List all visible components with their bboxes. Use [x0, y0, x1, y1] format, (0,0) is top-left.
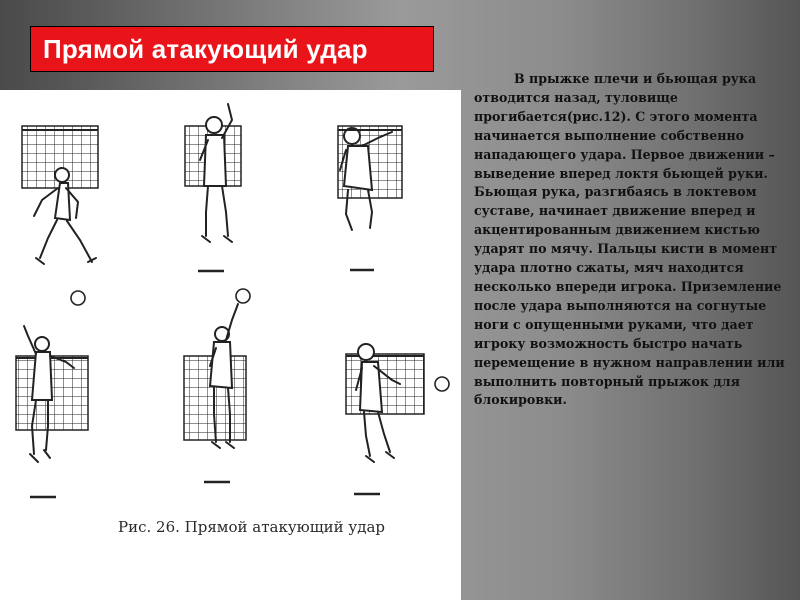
slide-title: Прямой атакующий удар: [43, 33, 368, 64]
ball: [236, 289, 250, 303]
ball: [435, 377, 449, 391]
figure-caption: Рис. 26. Прямой атакующий удар: [118, 518, 386, 536]
frame-6: [346, 344, 449, 494]
slide-body-text: В прыжке плечи и бьющая рука отводится назад, туловище прогибается(рис.12). С этого момента начинается выполнение собственно нападающего удара. Первое движении – выведение вперед локтя бьющей руки. Бьющая рука, разгибаясь в локтевом суставе, начинает движение вперед и акцентированным движением кистью ударят по мячу. Пальцы кисти в момент удара плотно сжаты, мяч находится несколько впереди игрока. Приземление после удара выполняются на согнутые ноги с опущенными руками, что дает игроку возможность быстро начать перемещение в нужном направлении или выполнить повторный прыжок для блокировки.: [474, 71, 785, 408]
frame-5: [184, 289, 250, 482]
frame-3: [338, 126, 402, 270]
figure-panel: [0, 90, 461, 600]
frame-1: [22, 126, 98, 305]
slide-title-box: [30, 26, 434, 72]
frame-2: [185, 104, 241, 271]
ball: [71, 291, 85, 305]
frame-4: [16, 326, 88, 497]
